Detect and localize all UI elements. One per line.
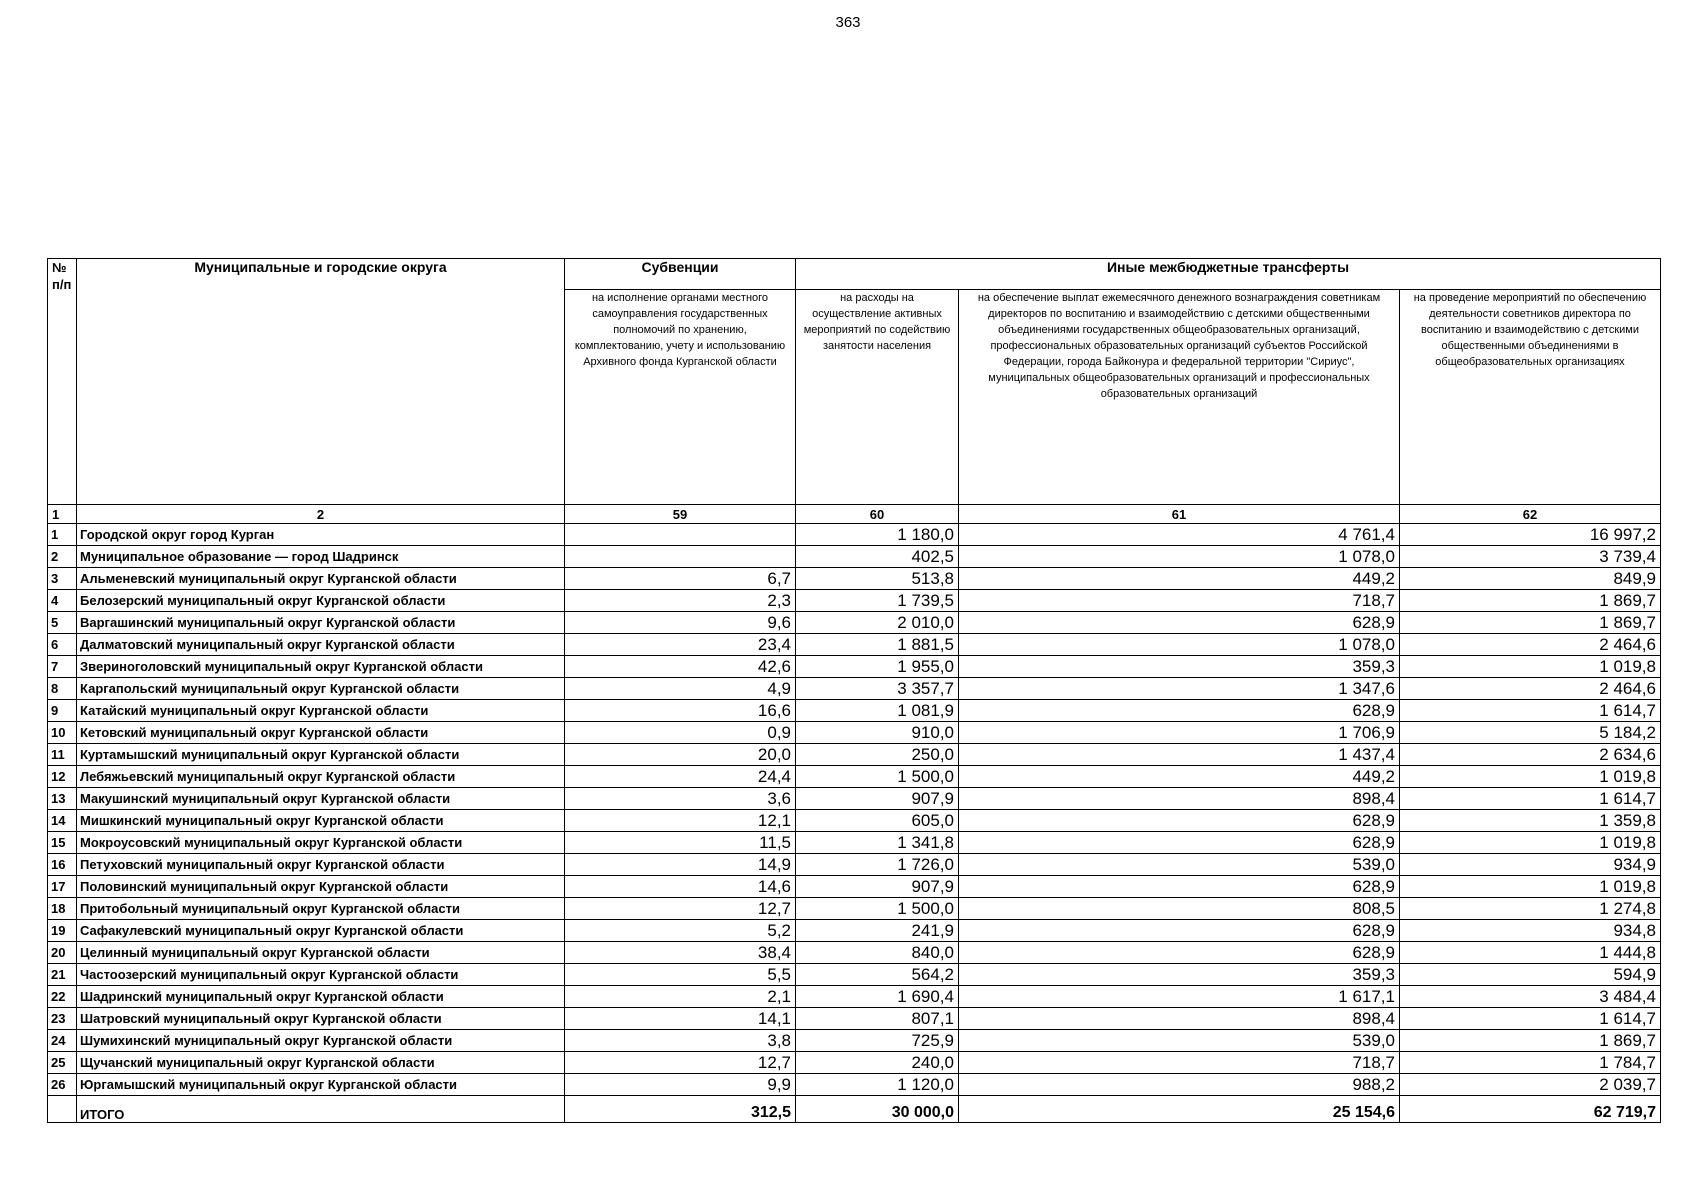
value-col-61: 1 078,0 xyxy=(959,634,1400,656)
value-col-60: 725,9 xyxy=(796,1030,959,1052)
value-col-62: 1 784,7 xyxy=(1400,1052,1661,1074)
value-col-59 xyxy=(565,524,796,546)
value-col-62: 3 484,4 xyxy=(1400,986,1661,1008)
value-col-62: 2 464,6 xyxy=(1400,678,1661,700)
row-number: 25 xyxy=(48,1052,77,1074)
table-row xyxy=(48,656,1661,678)
transfers-table xyxy=(47,258,1661,1123)
total-col-62: 62 719,7 xyxy=(1400,1096,1661,1123)
value-col-59: 12,7 xyxy=(565,1052,796,1074)
column-number: 2 xyxy=(77,505,565,524)
header-col-60: на расходы на осуществление активных мероприятий по содействию занятости населения xyxy=(796,290,959,505)
district-name: Шумихинский муниципальный округ Курганской области xyxy=(77,1030,565,1052)
district-name: Мишкинский муниципальный округ Курганской области xyxy=(77,810,565,832)
value-col-60: 910,0 xyxy=(796,722,959,744)
value-col-59: 20,0 xyxy=(565,744,796,766)
value-col-61: 628,9 xyxy=(959,876,1400,898)
value-col-62: 2 039,7 xyxy=(1400,1074,1661,1096)
row-number: 21 xyxy=(48,964,77,986)
district-name: Белозерский муниципальный округ Курганской области xyxy=(77,590,565,612)
table-row xyxy=(48,898,1661,920)
value-col-61: 359,3 xyxy=(959,964,1400,986)
row-number: 15 xyxy=(48,832,77,854)
district-name: Петуховский муниципальный округ Курганской области xyxy=(77,854,565,876)
table-row xyxy=(48,590,1661,612)
value-col-60: 1 180,0 xyxy=(796,524,959,546)
table-row xyxy=(48,678,1661,700)
header-districts: Муниципальные и городские округа xyxy=(77,259,565,505)
value-col-61: 1 437,4 xyxy=(959,744,1400,766)
value-col-62: 1 614,7 xyxy=(1400,788,1661,810)
value-col-62: 1 444,8 xyxy=(1400,942,1661,964)
value-col-61: 628,9 xyxy=(959,810,1400,832)
value-col-60: 1 500,0 xyxy=(796,898,959,920)
value-col-59: 42,6 xyxy=(565,656,796,678)
district-name: Варгашинский муниципальный округ Курганской области xyxy=(77,612,565,634)
row-number: 24 xyxy=(48,1030,77,1052)
row-number: 23 xyxy=(48,1008,77,1030)
column-number-row xyxy=(48,505,1661,524)
row-number: 1 xyxy=(48,524,77,546)
value-col-59: 14,1 xyxy=(565,1008,796,1030)
value-col-62: 1 869,7 xyxy=(1400,612,1661,634)
value-col-59: 0,9 xyxy=(565,722,796,744)
value-col-60: 1 726,0 xyxy=(796,854,959,876)
district-name: Частоозерский муниципальный округ Курганской области xyxy=(77,964,565,986)
value-col-62: 1 614,7 xyxy=(1400,1008,1661,1030)
district-name: Мокроусовский муниципальный округ Курганской области xyxy=(77,832,565,854)
value-col-60: 1 341,8 xyxy=(796,832,959,854)
value-col-59: 16,6 xyxy=(565,700,796,722)
value-col-61: 988,2 xyxy=(959,1074,1400,1096)
value-col-62: 1 614,7 xyxy=(1400,700,1661,722)
value-col-60: 250,0 xyxy=(796,744,959,766)
row-number: 2 xyxy=(48,546,77,568)
value-col-61: 539,0 xyxy=(959,1030,1400,1052)
value-col-60: 3 357,7 xyxy=(796,678,959,700)
value-col-59: 14,6 xyxy=(565,876,796,898)
value-col-62: 934,8 xyxy=(1400,920,1661,942)
value-col-61: 359,3 xyxy=(959,656,1400,678)
value-col-60: 605,0 xyxy=(796,810,959,832)
value-col-59: 9,6 xyxy=(565,612,796,634)
total-number xyxy=(48,1096,77,1123)
value-col-59: 2,1 xyxy=(565,986,796,1008)
district-name: Щучанский муниципальный округ Курганской области xyxy=(77,1052,565,1074)
value-col-61: 808,5 xyxy=(959,898,1400,920)
table-row xyxy=(48,964,1661,986)
district-name: Альменевский муниципальный округ Курганской области xyxy=(77,568,565,590)
value-col-59: 5,5 xyxy=(565,964,796,986)
total-col-61: 25 154,6 xyxy=(959,1096,1400,1123)
table-row xyxy=(48,1008,1661,1030)
row-number: 19 xyxy=(48,920,77,942)
value-col-61: 1 347,6 xyxy=(959,678,1400,700)
row-number: 16 xyxy=(48,854,77,876)
value-col-61: 539,0 xyxy=(959,854,1400,876)
value-col-61: 628,9 xyxy=(959,700,1400,722)
value-col-61: 449,2 xyxy=(959,766,1400,788)
value-col-62: 594,9 xyxy=(1400,964,1661,986)
district-name: Далматовский муниципальный округ Курганской области xyxy=(77,634,565,656)
value-col-62: 1 869,7 xyxy=(1400,1030,1661,1052)
district-name: Муниципальное образование — город Шадринск xyxy=(77,546,565,568)
value-col-60: 1 081,9 xyxy=(796,700,959,722)
row-number: 17 xyxy=(48,876,77,898)
value-col-61: 1 617,1 xyxy=(959,986,1400,1008)
value-col-61: 718,7 xyxy=(959,590,1400,612)
total-row xyxy=(48,1096,1661,1123)
district-name: Звериноголовский муниципальный округ Курганской области xyxy=(77,656,565,678)
value-col-62: 1 274,8 xyxy=(1400,898,1661,920)
value-col-62: 849,9 xyxy=(1400,568,1661,590)
table-body xyxy=(48,505,1661,1123)
district-name: Городской округ город Курган xyxy=(77,524,565,546)
value-col-62: 3 739,4 xyxy=(1400,546,1661,568)
value-col-61: 1 706,9 xyxy=(959,722,1400,744)
value-col-59: 23,4 xyxy=(565,634,796,656)
value-col-62: 2 464,6 xyxy=(1400,634,1661,656)
value-col-59: 11,5 xyxy=(565,832,796,854)
row-number: 4 xyxy=(48,590,77,612)
value-col-61: 898,4 xyxy=(959,1008,1400,1030)
row-number: 3 xyxy=(48,568,77,590)
column-number: 1 xyxy=(48,505,77,524)
table-row xyxy=(48,766,1661,788)
value-col-60: 564,2 xyxy=(796,964,959,986)
table-row xyxy=(48,612,1661,634)
table-row xyxy=(48,986,1661,1008)
value-col-60: 807,1 xyxy=(796,1008,959,1030)
value-col-62: 1 869,7 xyxy=(1400,590,1661,612)
row-number: 6 xyxy=(48,634,77,656)
value-col-59: 9,9 xyxy=(565,1074,796,1096)
row-number: 10 xyxy=(48,722,77,744)
value-col-62: 1 019,8 xyxy=(1400,832,1661,854)
row-number: 20 xyxy=(48,942,77,964)
value-col-61: 4 761,4 xyxy=(959,524,1400,546)
header-other-transfers: Иные межбюджетные трансферты xyxy=(796,259,1661,290)
header-col-61: на обеспечение выплат ежемесячного денежного вознаграждения советникам директоров по воспитанию и взаимодействию с детскими общественными объединениями государственных общеобразовательных организаций, профессиональных образовательных организаций субъектов Российской Федерации, города Байконура и федеральной территории "Сириус", муниципальных общеобразовательных организаций и профессиональных образовательных организаций xyxy=(959,290,1400,505)
table-row xyxy=(48,1030,1661,1052)
district-name: Шадринский муниципальный округ Курганской области xyxy=(77,986,565,1008)
table-row xyxy=(48,722,1661,744)
table-row xyxy=(48,700,1661,722)
total-col-60: 30 000,0 xyxy=(796,1096,959,1123)
row-number: 11 xyxy=(48,744,77,766)
table-row xyxy=(48,1074,1661,1096)
value-col-59 xyxy=(565,546,796,568)
value-col-62: 2 634,6 xyxy=(1400,744,1661,766)
value-col-61: 449,2 xyxy=(959,568,1400,590)
table-row xyxy=(48,810,1661,832)
header-row-main xyxy=(48,259,1661,290)
district-name: Притобольный муниципальный округ Курганской области xyxy=(77,898,565,920)
value-col-59: 24,4 xyxy=(565,766,796,788)
table-row xyxy=(48,1052,1661,1074)
district-name: Половинский муниципальный округ Курганской области xyxy=(77,876,565,898)
table-row xyxy=(48,876,1661,898)
value-col-62: 5 184,2 xyxy=(1400,722,1661,744)
district-name: Каргапольский муниципальный округ Курганской области xyxy=(77,678,565,700)
value-col-59: 5,2 xyxy=(565,920,796,942)
table-row xyxy=(48,920,1661,942)
district-name: Куртамышский муниципальный округ Курганской области xyxy=(77,744,565,766)
value-col-60: 1 881,5 xyxy=(796,634,959,656)
value-col-59: 14,9 xyxy=(565,854,796,876)
value-col-59: 4,9 xyxy=(565,678,796,700)
value-col-60: 840,0 xyxy=(796,942,959,964)
value-col-61: 628,9 xyxy=(959,612,1400,634)
value-col-60: 1 739,5 xyxy=(796,590,959,612)
value-col-60: 907,9 xyxy=(796,788,959,810)
table-row xyxy=(48,546,1661,568)
value-col-61: 1 078,0 xyxy=(959,546,1400,568)
header-subventions: Субвенции xyxy=(565,259,796,290)
table-row xyxy=(48,744,1661,766)
value-col-59: 38,4 xyxy=(565,942,796,964)
row-number: 5 xyxy=(48,612,77,634)
value-col-59: 12,1 xyxy=(565,810,796,832)
value-col-60: 1 690,4 xyxy=(796,986,959,1008)
table-row xyxy=(48,788,1661,810)
value-col-59: 2,3 xyxy=(565,590,796,612)
value-col-61: 628,9 xyxy=(959,942,1400,964)
value-col-60: 1 955,0 xyxy=(796,656,959,678)
table-row xyxy=(48,568,1661,590)
row-number: 9 xyxy=(48,700,77,722)
header-col-62: на проведение мероприятий по обеспечению деятельности советников директора по воспитанию и взаимодействию с детскими общественными объединениями в общеобразовательных организациях xyxy=(1400,290,1661,505)
table-row xyxy=(48,634,1661,656)
value-col-61: 628,9 xyxy=(959,832,1400,854)
value-col-60: 241,9 xyxy=(796,920,959,942)
value-col-62: 1 019,8 xyxy=(1400,656,1661,678)
column-number: 61 xyxy=(959,505,1400,524)
value-col-61: 628,9 xyxy=(959,920,1400,942)
district-name: Шатровский муниципальный округ Курганской области xyxy=(77,1008,565,1030)
district-name: Сафакулевский муниципальный округ Курганской области xyxy=(77,920,565,942)
row-number: 12 xyxy=(48,766,77,788)
row-number: 22 xyxy=(48,986,77,1008)
value-col-60: 907,9 xyxy=(796,876,959,898)
value-col-62: 1 359,8 xyxy=(1400,810,1661,832)
page-number: 363 xyxy=(835,14,861,31)
value-col-59: 12,7 xyxy=(565,898,796,920)
value-col-60: 2 010,0 xyxy=(796,612,959,634)
row-number: 13 xyxy=(48,788,77,810)
value-col-60: 1 500,0 xyxy=(796,766,959,788)
value-col-60: 513,8 xyxy=(796,568,959,590)
district-name: Целинный муниципальный округ Курганской области xyxy=(77,942,565,964)
header-col-59: на исполнение органами местного самоуправления государственных полномочий по хранению, комплектованию, учету и использованию Архивного фонда Курганской области xyxy=(565,290,796,505)
column-number: 62 xyxy=(1400,505,1661,524)
value-col-60: 240,0 xyxy=(796,1052,959,1074)
value-col-60: 402,5 xyxy=(796,546,959,568)
value-col-61: 718,7 xyxy=(959,1052,1400,1074)
row-number: 8 xyxy=(48,678,77,700)
row-number: 26 xyxy=(48,1074,77,1096)
value-col-59: 3,6 xyxy=(565,788,796,810)
value-col-59: 3,8 xyxy=(565,1030,796,1052)
total-label: ИТОГО xyxy=(77,1096,565,1123)
table-row xyxy=(48,854,1661,876)
row-number: 7 xyxy=(48,656,77,678)
row-number: 14 xyxy=(48,810,77,832)
value-col-62: 1 019,8 xyxy=(1400,876,1661,898)
table-row xyxy=(48,942,1661,964)
total-col-59: 312,5 xyxy=(565,1096,796,1123)
value-col-60: 1 120,0 xyxy=(796,1074,959,1096)
column-number: 60 xyxy=(796,505,959,524)
value-col-62: 1 019,8 xyxy=(1400,766,1661,788)
district-name: Кетовский муниципальный округ Курганской области xyxy=(77,722,565,744)
header-number: № п/п xyxy=(48,259,77,505)
column-number: 59 xyxy=(565,505,796,524)
value-col-62: 934,9 xyxy=(1400,854,1661,876)
value-col-62: 16 997,2 xyxy=(1400,524,1661,546)
table-row xyxy=(48,832,1661,854)
row-number: 18 xyxy=(48,898,77,920)
district-name: Макушинский муниципальный округ Курганской области xyxy=(77,788,565,810)
table-row xyxy=(48,524,1661,546)
district-name: Юргамышский муниципальный округ Курганской области xyxy=(77,1074,565,1096)
value-col-59: 6,7 xyxy=(565,568,796,590)
district-name: Катайский муниципальный округ Курганской области xyxy=(77,700,565,722)
district-name: Лебяжьевский муниципальный округ Курганской области xyxy=(77,766,565,788)
value-col-61: 898,4 xyxy=(959,788,1400,810)
